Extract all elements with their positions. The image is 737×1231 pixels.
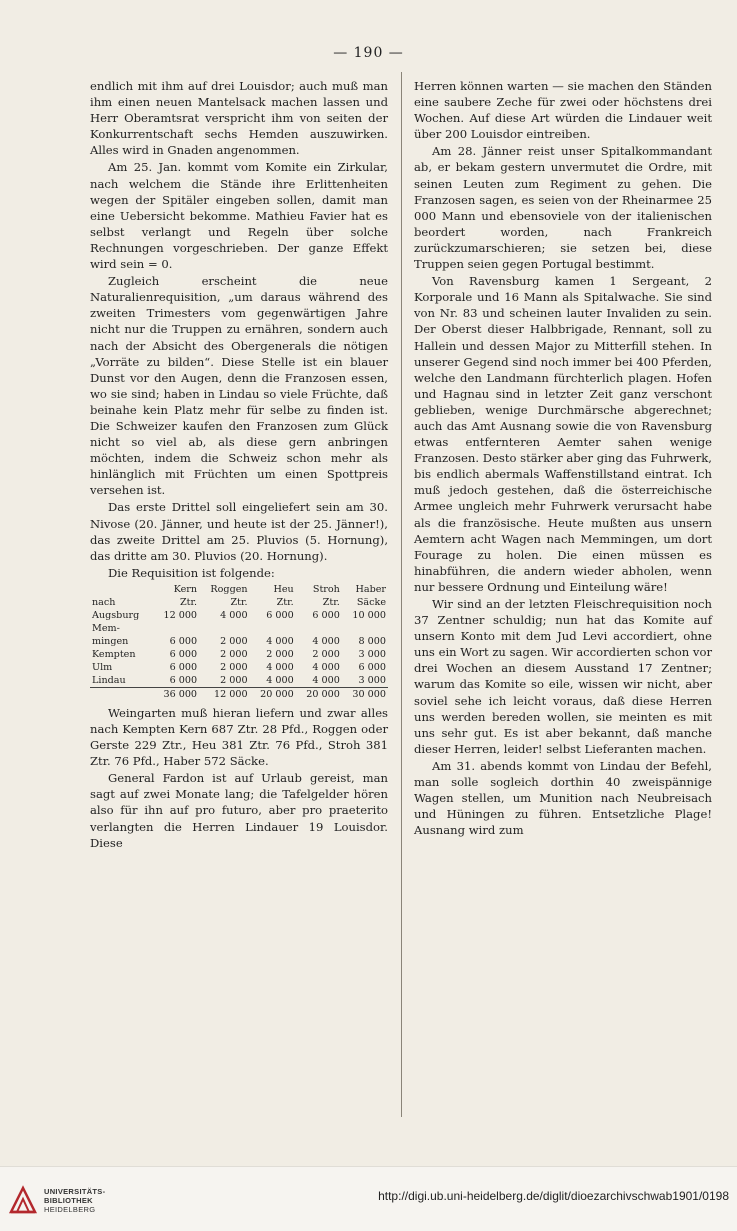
table-cell: 2 000 xyxy=(220,635,248,647)
table-cell: 4 000 xyxy=(266,661,294,673)
table-cell: Kempten xyxy=(92,648,136,660)
table-cell: 12 000 xyxy=(199,687,250,701)
right-paragraph-2: Am 28. Jänner reist unser Spitalkommandant ab, er bekam gestern unvermutet die Ordre, mit seinen Leuten zum Regiment zu gehen. Die Franzosen sagen, es seien von der Rheinarmee 25 000 Mann und ebensoviele von der italienischen beordert worden, nach Frankreich zurückzumarschieren; sie setzen bei, diese Truppen seien gegen Portugal bestimmt. xyxy=(414,144,712,272)
source-url-link[interactable]: http://digi.ub.uni-heidelberg.de/diglit/dioezarchivschwab1901/0198 xyxy=(378,1189,729,1203)
digitization-footer xyxy=(0,1166,737,1231)
table-row xyxy=(90,674,388,688)
left-paragraph-3: Zugleich erscheint die neue Naturalienrequisition, „um daraus während des zweiten Trimesters vom gegenwärtigen Jahre nicht nur die Truppen zu ernähren, sondern auch nach der Absicht des Obergenerals die nötigen „Vorräte zu bilden“. Diese Stelle ist ein blauer Dunst vor den Augen, denn die Franzosen essen, wo sie sind; haben in Lindau so viele Früchte, daß beinahe kein Platz mehr für selbe zu finden ist. Die Schweizer kaufen den Franzosen zum Glück nicht so viel ab, als diese gern anbringen möchten, indem die Schweiz schon mehr als hinlänglich mit Früchten um einen Spottpreis versehen ist. xyxy=(90,274,388,498)
logo-shape xyxy=(11,1188,35,1212)
library-name-line: BIBLIOTHEK xyxy=(44,1196,93,1205)
table-cell: 6 000 xyxy=(169,674,198,686)
table-cell: 3 000 xyxy=(358,674,386,686)
right-paragraph-5: Am 31. abends kommt von Lindau der Befehl, man solle sogleich dorthin 40 zweispännige Wagen stellen, um Munition nach Neubreisach und Hüningen zu führen. Entsetzliche Plage! Ausnang wird zum xyxy=(414,758,712,838)
table-cell: 4 000 xyxy=(312,635,340,647)
library-name-line: HEIDELBERG xyxy=(44,1205,96,1214)
table-cell xyxy=(250,622,296,635)
table-cell: 4 000 xyxy=(266,635,294,647)
requisition-table xyxy=(90,583,388,701)
table-header-row xyxy=(90,583,388,596)
table-cell: 36 000 xyxy=(153,687,199,701)
table-header-cell: Roggen xyxy=(210,583,248,595)
table-cell: 10 000 xyxy=(352,609,386,621)
table-cell: 2 000 xyxy=(220,648,248,660)
left-paragraph-4: Das erste Drittel soll eingeliefert sein am 30. Nivose (20. Jänner, und heute ist der 25. Jänner!), das zweite Drittel am 25. Pluvios (5. Hornung), das dritte am 30. Pluvios (20. Hornung). xyxy=(90,500,388,563)
table-cell: 3 000 xyxy=(358,648,386,660)
table-header-cell: nach xyxy=(92,596,116,608)
table-row xyxy=(90,622,388,635)
table-cell: 8 000 xyxy=(358,635,386,647)
table-header-cell: Ztr. xyxy=(230,596,248,608)
table-header-cell: Stroh xyxy=(312,583,340,595)
table-cell: 6 000 xyxy=(169,648,198,660)
table-header-cell: Ztr. xyxy=(276,596,294,608)
table-cell: 20 000 xyxy=(296,687,342,701)
table-cell: 2 000 xyxy=(312,648,340,660)
table-cell xyxy=(153,622,199,635)
table-cell: 20 000 xyxy=(250,687,296,701)
table-row xyxy=(90,661,388,674)
table-header-cell: Ztr. xyxy=(179,596,198,608)
left-paragraph-5: Die Requisition ist folgende: xyxy=(108,565,275,580)
library-name-line: UNIVERSITÄTS- xyxy=(44,1187,106,1196)
left-paragraph-6: Weingarten muß hieran liefern und zwar alles nach Kempten Kern 687 Ztr. 28 Pfd., Roggen oder Gerste 229 Ztr., Heu 381 Ztr. 76 Pfd., Stroh 381 Ztr. 76 Pfd., Haber 572 Säcke. xyxy=(90,705,388,769)
table-cell: mingen xyxy=(92,635,129,647)
left-column xyxy=(90,78,388,852)
table-cell: 4 000 xyxy=(266,674,294,686)
table-cell xyxy=(296,622,342,635)
table-row xyxy=(90,648,388,661)
table-header-cell: Säcke xyxy=(356,596,386,608)
table-cell: 2 000 xyxy=(220,674,248,686)
right-paragraph-4: Wir sind an der letzten Fleischrequisition noch 37 Zentner schuldig; nun hat das Komite auf unsern Konto mit dem Jud Levi accordiert, ohne uns ein Wort zu sagen. Wir accordierten schon vor drei Wochen an diesem Ausstand 17 Zentner; warum das Komite so eile, wissen wir nicht, aber soviel sehe ich leicht voraus, daß diese Herren uns werden bereden wollen, sie meinten es mit uns sehr gut. Es ist aber bekannt, daß manche dieser Herren, leider! selbst Lieferanten machen. xyxy=(414,597,712,756)
table-cell: 2 000 xyxy=(266,648,294,660)
table-cell: Augsburg xyxy=(92,609,140,621)
table-cell: Lindau xyxy=(92,674,126,686)
library-name xyxy=(44,1187,105,1214)
left-paragraph-7: General Fardon ist auf Urlaub gereist, man sagt auf zwei Monate lang; die Tafelgelder hören also für ihn auf pro futuro, aber pro praeterito verlangten die Herren Lindauer 19 Louisdor. Diese xyxy=(90,771,388,850)
table-row xyxy=(90,635,388,648)
table-header-cell: Ztr. xyxy=(322,596,340,608)
table-header-cell: Heu xyxy=(273,583,294,595)
right-paragraph-3: Von Ravensburg kamen 1 Sergeant, 2 Korporale und 16 Mann als Spitalwache. Sie sind von Nr. 83 und scheinen lauter Invaliden zu sein. Der Oberst dieser Halbbrigade, Rennant, soll zu Hallein und dessen Major zu Mitterfill stehen. In unserer Gegend sind noch immer bei 400 Pferden, welche den Landmann fürchterlich plagen. Hofen und Hagnau sind in letzter Zeit ganz verschont geblieben, wenige Durchmärsche abgerechnet; auch das Amt Ausnang sowie die von Ravensburg etwas entfernteren Aemter sahen wenige Franzosen. Desto stärker aber ging das Fuhrwerk, bis endlich abermals Waffenstillstand eintrat. Ich muß jedoch gestehen, daß die österreichische Armee ungleich mehr Fuhrwerk verursacht habe als die französische. Heute mußten aus unsern Aemtern acht Wagen nach Memmingen, um dort Fourage zu holen. Die einen müssen es hinabführen, die andern wieder abholen, wenn nur bessere Ordnung und Einteilung wäre! xyxy=(414,274,712,594)
table-cell: 6 000 xyxy=(169,635,198,647)
table-cell: 6 000 xyxy=(358,661,386,673)
table-cell: 6 000 xyxy=(169,661,198,673)
table-cell: 12 000 xyxy=(163,609,198,621)
table-header-cell xyxy=(90,583,153,596)
table-cell: 6 000 xyxy=(266,609,294,621)
right-column xyxy=(414,78,712,839)
left-paragraph-1: endlich mit ihm auf drei Louisdor; auch muß man ihm einen neuen Mantelsack machen lassen und Herr Oberamtsrat verspricht ihm von seiten der Konkurrentschaft sechs Hemden auszuwirken. Alles wird in Gnaden angenommen. xyxy=(90,79,388,158)
table-cell xyxy=(199,622,250,635)
table-cell xyxy=(90,687,153,701)
table-cell: 4 000 xyxy=(220,609,248,621)
table-header-row xyxy=(90,596,388,609)
table-cell xyxy=(342,622,388,635)
table-row xyxy=(90,609,388,622)
library-logo-icon xyxy=(8,1185,38,1215)
left-paragraph-2: Am 25. Jan. kommt vom Komite ein Zirkular, nach welchem die Stände ihre Erlittenheiten wegen der Spitäler eingeben sollen, damit man eine Uebersicht bekomme. Mathieu Favier hat es selbst verlangt und Regeln über solche Rechnungen vorgeschrieben. Der ganze Effekt wird sein = 0. xyxy=(90,160,388,272)
table-cell: 4 000 xyxy=(312,661,340,673)
table-total-row xyxy=(90,687,388,701)
page-number: — 190 — xyxy=(333,45,404,61)
table-cell: 6 000 xyxy=(312,609,340,621)
table-cell: 30 000 xyxy=(342,687,388,701)
table-cell: Ulm xyxy=(92,661,113,673)
right-paragraph-1: Herren können warten — sie machen den Ständen eine saubere Zeche für zwei oder höchstens drei Wochen. Auf diese Art würden die Lindauer weit über 200 Louisdor eintreiben. xyxy=(414,79,712,142)
column-rule xyxy=(401,72,402,1117)
table-cell: 4 000 xyxy=(312,674,340,686)
table-header-cell: Haber xyxy=(355,583,386,595)
table-header-cell: Kern xyxy=(173,583,198,595)
table-cell: Mem- xyxy=(92,622,120,634)
table-cell: 2 000 xyxy=(220,661,248,673)
